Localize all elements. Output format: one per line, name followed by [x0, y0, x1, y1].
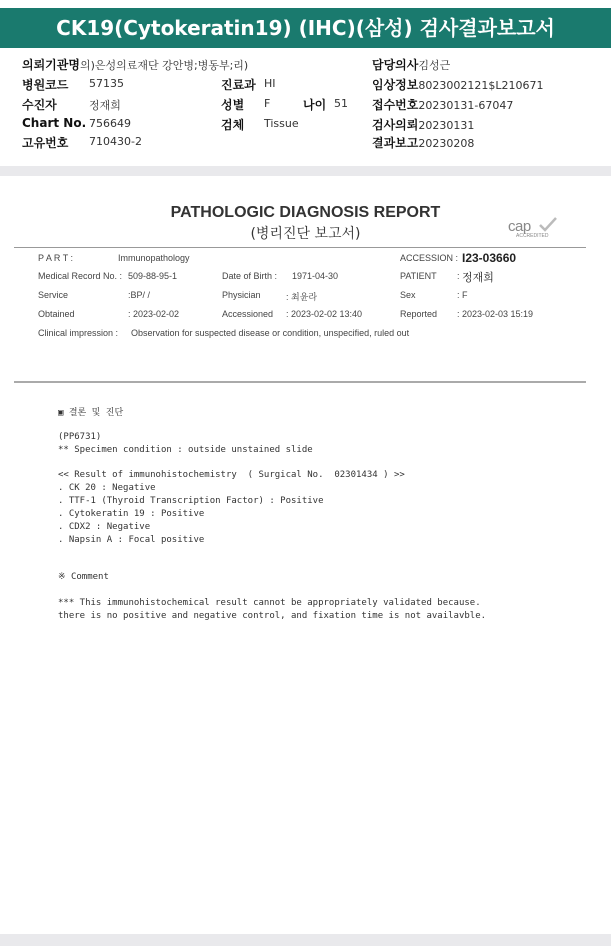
reported-value: : 2023-02-03 15:19 [457, 309, 534, 319]
department-label: 진료과 [221, 78, 256, 92]
result-line: . CK 20 : Negative [58, 483, 156, 493]
obtained-value: : 2023-02-02 [128, 309, 180, 319]
report-title-bar: CK19(Cytokeratin19) (IHC)(삼성) 검사결과보고서 [0, 8, 611, 48]
clinical-impression-value: Observation for suspected disease or condition, unspecified, ruled out [131, 328, 410, 338]
result-line: . CDX2 : Negative [58, 522, 151, 532]
obtained-label: Obtained [38, 309, 75, 319]
accession-value: I23-03660 [462, 251, 517, 265]
report-heading: PATHOLOGIC DIAGNOSIS REPORT [170, 204, 441, 221]
department-value: HI [264, 77, 276, 90]
patient-value: 정재희 [89, 99, 121, 112]
physician-value: : 최윤라 [286, 292, 318, 302]
dob-label: Date of Birth : [222, 271, 278, 281]
checkmark-icon [538, 216, 558, 232]
report-subheading: (병리진단 보고서) [250, 226, 361, 242]
part-value: Immunopathology [118, 253, 190, 263]
part-label: P A R T : [38, 253, 74, 263]
result-line: . TTF-1 (Thyroid Transcription Factor) : Positive [58, 496, 324, 506]
result-line: (PP6731) [58, 432, 102, 442]
comment-line: *** This immunohistochemical result cannot be appropriately validated because. [58, 598, 481, 608]
physician-label: Physician [222, 290, 261, 300]
clinical-info: 임상정보8023002121$L210671 [372, 78, 544, 92]
pathology-report [0, 176, 611, 934]
patient-colon: : [457, 271, 460, 281]
requesting-institution: 의뢰기관명의)은성의료재단 강안병;병동부;리) [22, 58, 249, 72]
age-value: 51 [334, 97, 348, 110]
reported-label: Reported [400, 309, 438, 319]
result-line: . Cytokeratin 19 : Positive [58, 509, 205, 519]
mrn-label: Medical Record No. : [38, 271, 123, 281]
result-line: ** Specimen condition : outside unstained slide [58, 445, 313, 455]
specimen-value: Tissue [264, 117, 299, 130]
dob-value: 1971-04-30 [292, 271, 339, 281]
sex-label: Sex [400, 290, 416, 300]
chart-no-label: Chart No. [22, 116, 87, 130]
patient-label: PATIENT [400, 271, 437, 281]
cap-accredited-logo: cap ACCREDITED [508, 216, 564, 242]
physician-in-charge: 담당의사김성근 [372, 58, 451, 72]
comment-heading: ※ Comment [58, 572, 109, 582]
header-info [0, 52, 611, 162]
bottom-band [0, 934, 611, 946]
report-date: 결과보고20230208 [372, 136, 475, 150]
result-line: . Napsin A : Focal positive [58, 535, 205, 545]
clinical-impression-label: Clinical impression : [38, 328, 119, 338]
hospital-code-value: 57135 [89, 77, 124, 90]
comment-line: there is no positive and negative control, and fixation time is not availavble. [58, 611, 487, 621]
patient-label: 수진자 [22, 98, 57, 112]
result-line: << Result of immunohistochemistry ( Surgical No. 02301434 ) >> [58, 470, 405, 480]
accession-label: ACCESSION : [400, 253, 459, 263]
accessioned-value: : 2023-02-02 13:40 [286, 309, 363, 319]
conclusion-heading: ▣ 결론 및 진단 [58, 408, 124, 418]
chart-no-value: 756649 [89, 117, 131, 130]
mrn-value: 509-88-95-1 [128, 271, 178, 281]
unique-no-label: 고유번호 [22, 136, 69, 150]
hospital-code-label: 병원코드 [22, 78, 69, 92]
specimen-label: 검체 [221, 118, 245, 132]
sex-value: F [264, 97, 271, 110]
separator-band [0, 166, 611, 176]
sex-value: : F [457, 290, 468, 300]
unique-no-value: 710430-2 [89, 135, 142, 148]
receipt-no: 접수번호20230131-67047 [372, 98, 514, 112]
service-value: :BP/ / [128, 290, 151, 300]
age-label: 나이 [303, 98, 327, 112]
top-divider [14, 247, 586, 248]
service-label: Service [38, 290, 69, 300]
sex-label: 성별 [221, 98, 245, 112]
accessioned-label: Accessioned [222, 309, 274, 319]
request-date: 검사의뢰20230131 [372, 118, 475, 132]
patient-name: 정재희 [462, 272, 494, 284]
mid-divider [14, 381, 586, 383]
